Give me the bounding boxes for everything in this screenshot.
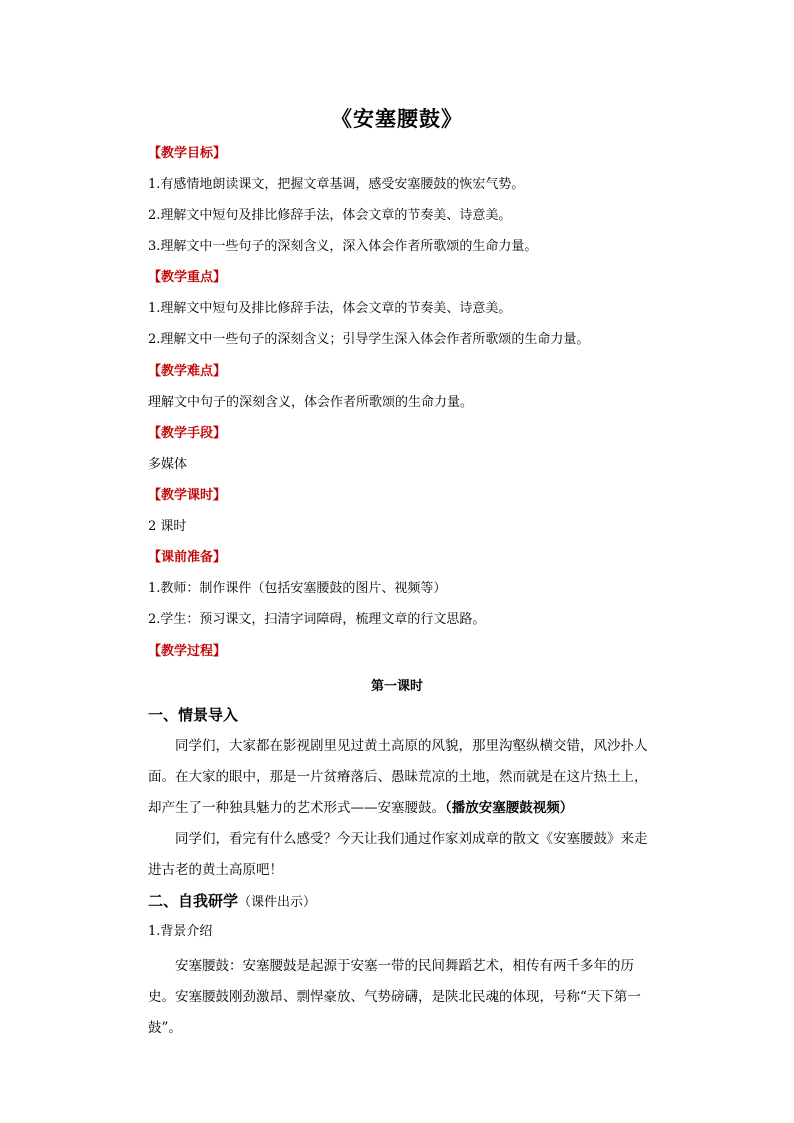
means-text: 多媒体 (148, 457, 188, 472)
section-heading-2 (148, 890, 316, 914)
section-heading-text: 二、自我研学 (148, 892, 239, 910)
page-title: 《安塞腰鼓》 (331, 106, 463, 131)
objective-item: 1.有感情地朗读课文，把握文章基调，感受安塞腰鼓的恢宏气势。 (148, 177, 525, 192)
section-heading: 一、情景导入 (148, 706, 239, 724)
key-point-item: 2.理解文中一些句子的深刻含义；引导学生深入体会作者所歌颂的生命力量。 (148, 332, 590, 347)
objective-item: 3.理解文中一些句子的深刻含义，深入体会作者所歌颂的生命力量。 (148, 239, 538, 254)
difficulties-heading: 【教学难点】 (148, 364, 227, 379)
key-point-item: 1.理解文中短句及排比修辞手法，体会文章的节奏美、诗意美。 (148, 301, 512, 316)
key-points-heading: 【教学重点】 (148, 270, 227, 285)
sub-heading: 1.背景介绍 (148, 924, 213, 939)
intro-text-2: 同学们，看完有什么感受？今天让我们通过作家刘成章的散文《安塞腰鼓》来走进古老的黄土高原吧！ (148, 831, 648, 878)
intro-paragraph-2 (148, 824, 648, 886)
hours-text: 2 课时 (148, 519, 187, 534)
objective-item: 2.理解文中短句及排比修辞手法，体会文章的节奏美、诗意美。 (148, 208, 512, 223)
video-note: （播放安塞腰鼓视频） (445, 800, 574, 816)
background-paragraph (148, 951, 648, 1044)
section-note: （课件出示） (238, 895, 317, 910)
process-heading: 【教学过程】 (148, 644, 227, 659)
objectives-heading: 【教学目标】 (148, 146, 227, 161)
background-text: 安塞腰鼓：安塞腰鼓是起源于安塞一带的民间舞蹈艺术，相传有两千多年的历史。安塞腰鼓刚劲激昂、剽悍豪放、气势磅礴，是陕北民魂的体现，号称“天下第一鼓”。 (148, 958, 641, 1036)
intro-text: 同学们，大家都在影视剧里见过黄土高原的风貌，那里沟壑纵横交错，风沙扑人面。在大家的眼中，那是一片贫瘠落后、愚昧荒凉的土地，然而就是在这片热土上，却产生了一种独具魅力的艺术形式——安塞腰鼓。 (148, 738, 648, 816)
lesson-title: 第一课时 (370, 679, 423, 694)
difficulties-text: 理解文中句子的深刻含义，体会作者所歌颂的生命力量。 (148, 395, 474, 410)
means-heading: 【教学手段】 (148, 426, 227, 441)
preparation-item: 1.教师：制作课件（包括安塞腰鼓的图片、视频等） (148, 581, 447, 596)
hours-heading: 【教学课时】 (148, 488, 227, 503)
preparation-heading: 【课前准备】 (148, 550, 227, 565)
preparation-item: 2.学生：预习课文，扫清字词障碍，梳理文章的行文思路。 (148, 612, 486, 627)
intro-paragraph (148, 731, 648, 824)
